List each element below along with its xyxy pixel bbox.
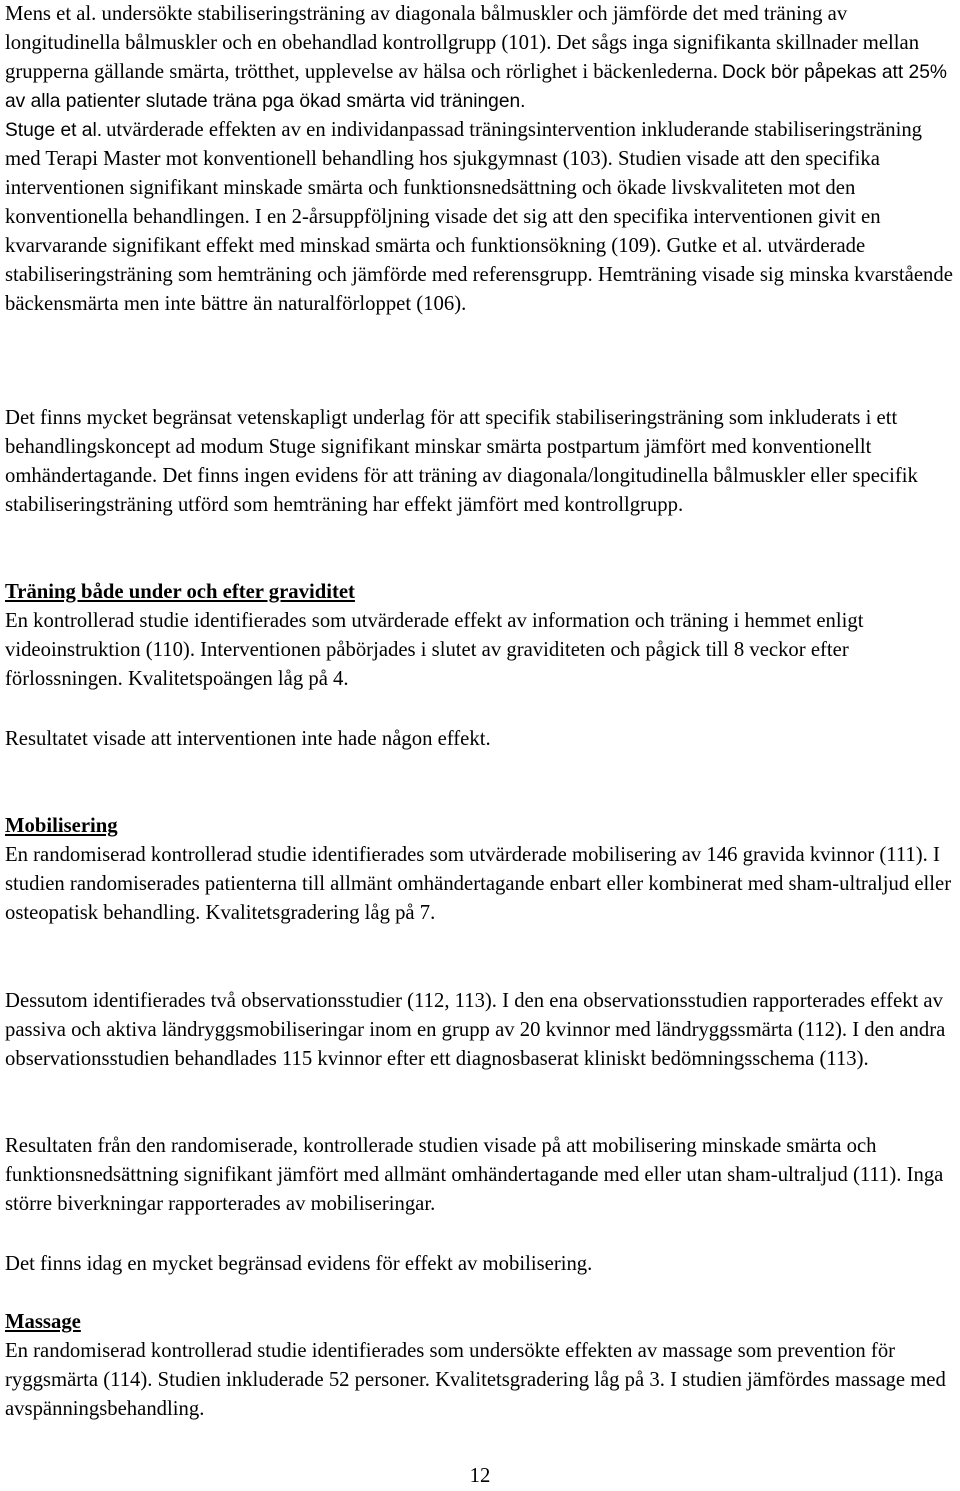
page-number: 12 [469, 1465, 491, 1487]
massage-heading: Massage [5, 1311, 81, 1333]
mens-text: Mens et al. undersökte stabiliseringsträning av diagonala bålmuskler och jämförde det med träning av longitudinella bålmuskler och en obehandlad kontrollgrupp (101). Det sågs inga signifikanta skillnader mellan grupperna gällande smärta, trötthet, upplevelse av hälsa och rörlighet i bäckenlederna. [5, 3, 920, 83]
mobilisering-results: Resultaten från den randomiserade, kontrollerade studien visade på att mobilisering minskade smärta och funktionsnedsättning signifikant jämfört med allmänt omhändertagande med eller utan sham-ultraljud (111). Inga större biverkningar rapporterades av mobiliseringar. [5, 1135, 944, 1215]
mobilisering-section [5, 812, 955, 928]
stuge-paragraph [5, 116, 955, 319]
mens-paragraph [5, 0, 955, 116]
massage-body: En randomiserad kontrollerad studie identifierades som undersökte effekten av massage som prevention för ryggsmärta (114). Studien inkluderade 52 personer. Kvalitetsgradering låg på 3. I studien jämfördes massage med avspänningsbehandling. [5, 1340, 946, 1420]
summary-text: Det finns mycket begränsat vetenskapligt underlag för att specifik stabiliseringsträning som inkluderats i ett behandlingskoncept ad modum Stuge signifikant minskar smärta postpartum jämfört med konventionellt omhändertagande. Det finns ingen evidens för att träning av diagonala/longitudinella bålmuskler eller specifik stabiliseringsträning utförd som hemträning har effekt jämfört med kontrollgrupp. [5, 407, 918, 516]
observational-paragraph [5, 987, 955, 1074]
summary-paragraph [5, 404, 955, 520]
training-result: Resultatet visade att interventionen inte hade någon effekt. [5, 728, 491, 750]
stuge-text: utvärderade effekten av en individanpassad träningsintervention inkluderande stabiliseringsträning med Terapi Master mot konventionell behandling hos sjukgymnast (103). Studien visade att den specifika interventionen signifikant minskade smärta och funktionsnedsättning och ökade livskvaliteten mot den konventionella behandlingen. I en 2-årsuppföljning visade det sig att den specifika interventionen givit en kvarvarande signifikant effekt med minskad smärta och funktionsökning (109). Gutke et al. utvärderade stabiliseringsträning som hemträning och jämförde med referensgrupp. Hemträning visade sig minska kvarstående bäckensmärta men inte bättre än naturalförloppet (106). [5, 119, 953, 315]
mobilisering-conclusion-paragraph [5, 1250, 955, 1279]
training-body: En kontrollerad studie identifierades som utvärderade effekt av information och träning i hemmet enligt videoinstruktion (110). Interventionen påbörjades i slutet av graviditeten och pågick till 8 veckor efter förlossningen. Kvalitetspoängen låg på 4. [5, 610, 864, 690]
stuge-author: Stuge et al. [5, 120, 103, 141]
mobilisering-observational: Dessutom identifierades två observationsstudier (112, 113). I den ena observationsstudien rapporterades effekt av passiva och aktiva ländryggsmobiliseringar inom en grupp av 20 kvinnor med ländryggssmärta (112). I den andra observationsstudien behandlades 115 kvinnor efter ett diagnosbaserat kliniskt bedömningsschema (113). [5, 990, 946, 1070]
studies-paragraph [5, 0, 955, 319]
training-heading: Träning både under och efter graviditet [5, 581, 355, 603]
mobilisering-conclusion: Det finns idag en mycket begränsad evidens för effekt av mobilisering. [5, 1253, 593, 1275]
mobilisering-body: En randomiserad kontrollerad studie identifierades som utvärderade mobilisering av 146 gravida kvinnor (111). I studien randomiserades patienterna till allmänt omhändertagande enbart eller kombinerat med sham-ultraljud eller osteopatisk behandling. Kvalitetsgradering låg på 7. [5, 844, 952, 924]
training-result-paragraph [5, 725, 955, 754]
training-section [5, 578, 955, 694]
mobilisering-results-paragraph [5, 1132, 955, 1219]
massage-section [5, 1308, 955, 1424]
mens-note: Dock bör påpekas att 25% av alla patienter slutade träna pga ökad smärta vid träningen. [5, 62, 947, 112]
mobilisering-heading: Mobilisering [5, 815, 118, 837]
